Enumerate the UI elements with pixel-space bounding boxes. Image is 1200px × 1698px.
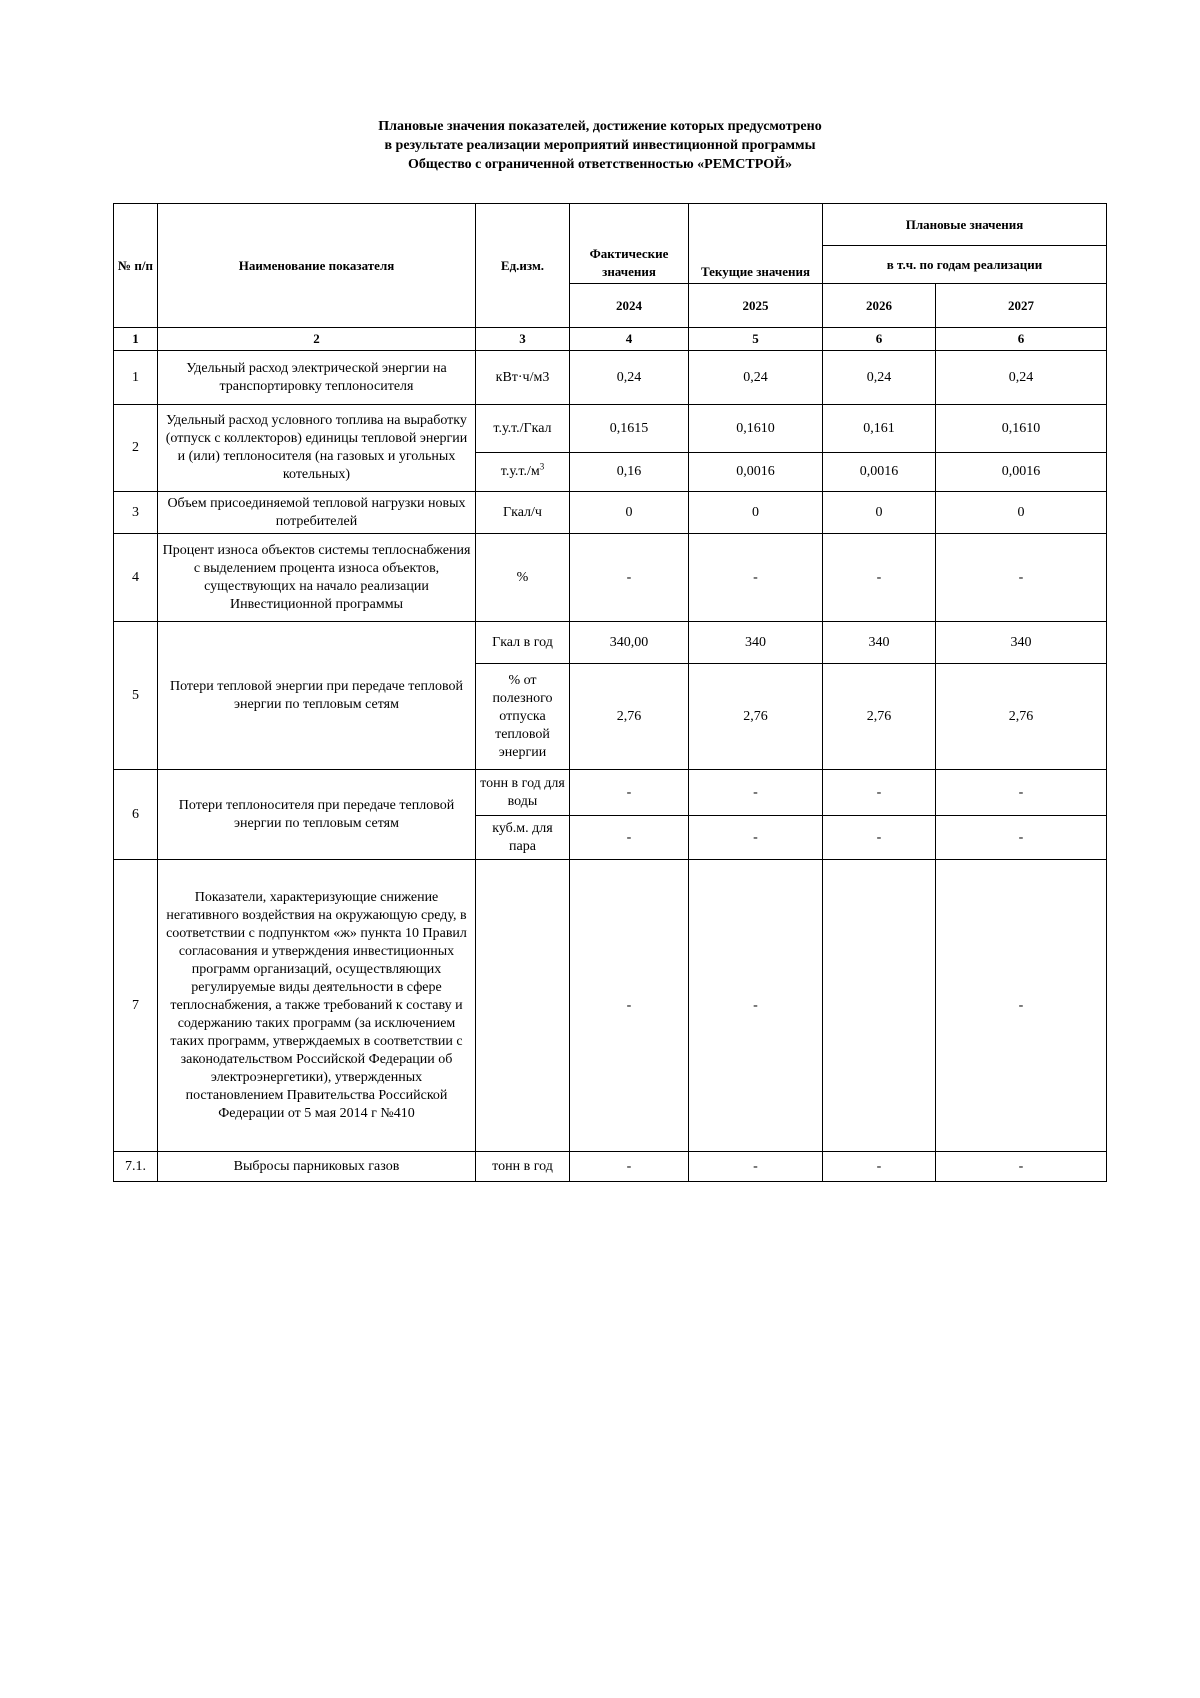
row-name: Процент износа объектов системы теплоснабжения с выделением процента износа объектов, существующих на начало реализации Инвестиционной программы [158, 534, 476, 622]
row-value [823, 860, 936, 1152]
row-value: 0 [936, 492, 1107, 534]
table-row [114, 351, 1107, 405]
row-value: 0 [570, 492, 689, 534]
header-year: 2024 [570, 284, 689, 328]
row-value: 0,1615 [570, 405, 689, 453]
row-value: - [689, 534, 823, 622]
table-row [114, 534, 1107, 622]
row-num: 7 [114, 860, 158, 1152]
row-value: 2,76 [823, 664, 936, 770]
row-value: 340 [689, 622, 823, 664]
row-unit: куб.м. для пара [476, 816, 570, 860]
row-unit: $т.у.т./м^3$ [476, 453, 570, 492]
table-row [114, 1152, 1107, 1182]
row-value: - [570, 816, 689, 860]
row-value: 2,76 [689, 664, 823, 770]
row-num: 1 [114, 351, 158, 405]
row-value: 2,76 [570, 664, 689, 770]
row-num: 4 [114, 534, 158, 622]
row-num: 2 [114, 405, 158, 492]
col-number: 1 [114, 328, 158, 351]
row-value: - [570, 770, 689, 816]
row-value: 0,24 [936, 351, 1107, 405]
header-actual: Фактические значения [570, 204, 689, 284]
row-value: - [823, 534, 936, 622]
title-line-1: Плановые значения показателей, достижение которых предусмотрено [378, 119, 822, 134]
row-value: 0 [689, 492, 823, 534]
row-value: 0 [823, 492, 936, 534]
header-by-years: в т.ч. по годам реализации [823, 246, 1107, 284]
row-value: 0,0016 [823, 453, 936, 492]
table-row [114, 492, 1107, 534]
header-year: 2026 [823, 284, 936, 328]
row-value: - [823, 770, 936, 816]
row-value: 0,0016 [689, 453, 823, 492]
row-value: - [936, 1152, 1107, 1182]
row-value: - [936, 816, 1107, 860]
row-value: - [936, 534, 1107, 622]
row-value: - [689, 816, 823, 860]
row-unit: Гкал в год [476, 622, 570, 664]
col-number: 6 [936, 328, 1107, 351]
row-value: 2,76 [936, 664, 1107, 770]
table-row [114, 622, 1107, 664]
col-number: 3 [476, 328, 570, 351]
header-row [114, 204, 1107, 246]
row-value: - [823, 816, 936, 860]
row-value: 0,1610 [689, 405, 823, 453]
row-num: 3 [114, 492, 158, 534]
row-unit: % [476, 534, 570, 622]
row-name: Выбросы парниковых газов [158, 1152, 476, 1182]
header-unit: Ед.изм. [476, 204, 570, 328]
row-value: 0,16 [570, 453, 689, 492]
header-year: 2025 [689, 284, 823, 328]
table-row [114, 770, 1107, 816]
row-unit: тонн в год для воды [476, 770, 570, 816]
row-unit: % от полезного отпуска тепловой энергии [476, 664, 570, 770]
row-value: 340,00 [570, 622, 689, 664]
row-num: 7.1. [114, 1152, 158, 1182]
row-value: - [689, 770, 823, 816]
row-value: - [689, 1152, 823, 1182]
row-name: Удельный расход условного топлива на выработку (отпуск с коллекторов) единицы тепловой энергии и (или) теплоносителя (на газовых и угольных котельных) [158, 405, 476, 492]
document-title [0, 117, 1200, 174]
row-name: Объем присоединяемой тепловой нагрузки новых потребителей [158, 492, 476, 534]
row-value: - [689, 860, 823, 1152]
row-unit: кВт·ч/м3 [476, 351, 570, 405]
row-value: 340 [823, 622, 936, 664]
row-name: Показатели, характеризующие снижение негативного воздействия на окружающую среду, в соответствии с подпунктом «ж» пункта 10 Правил согласования и утверждения инвестиционных программ организаций, осуществляющих регулируемые виды деятельности в сфере теплоснабжения, а также требований к составу и содержанию таких программ (за исключением таких программ, утверждаемых в соответствии с законодательством Российской Федерации об электроэнергетики), утвержденных постановлением Правительства Российской Федерации от 5 мая 2014 г №410 [158, 860, 476, 1152]
col-number: 2 [158, 328, 476, 351]
table-row [114, 860, 1107, 1152]
row-value: - [936, 860, 1107, 1152]
row-unit: Гкал/ч [476, 492, 570, 534]
col-number: 5 [689, 328, 823, 351]
row-name: Потери тепловой энергии при передаче тепловой энергии по тепловым сетям [158, 622, 476, 770]
row-value: - [570, 534, 689, 622]
table-row [114, 405, 1107, 453]
col-number: 4 [570, 328, 689, 351]
col-number: 6 [823, 328, 936, 351]
row-value: 0,161 [823, 405, 936, 453]
header-name: Наименование показателя [158, 204, 476, 328]
row-value: 0,0016 [936, 453, 1107, 492]
row-num: 6 [114, 770, 158, 860]
row-value: 340 [936, 622, 1107, 664]
row-unit [476, 860, 570, 1152]
row-unit: т.у.т./Гкал [476, 405, 570, 453]
row-num: 5 [114, 622, 158, 770]
title-line-3: Общество с ограниченной ответственностью «РЕМСТРОЙ» [408, 157, 792, 172]
row-value: 0,24 [823, 351, 936, 405]
header-planned: Плановые значения [823, 204, 1107, 246]
column-numbers-row [114, 328, 1107, 351]
row-name: Удельный расход электрической энергии на транспортировку теплоносителя [158, 351, 476, 405]
header-year: 2027 [936, 284, 1107, 328]
header-current: Текущие значения [689, 204, 823, 284]
row-value: - [936, 770, 1107, 816]
row-unit: тонн в год [476, 1152, 570, 1182]
row-value: 0,24 [570, 351, 689, 405]
row-value: 0,1610 [936, 405, 1107, 453]
row-value: - [570, 1152, 689, 1182]
header-num: № п/п [114, 204, 158, 328]
indicators-table [113, 203, 1107, 1182]
title-line-2: в результате реализации мероприятий инвестиционной программы [384, 138, 816, 153]
row-value: 0,24 [689, 351, 823, 405]
row-value: - [823, 1152, 936, 1182]
row-value: - [570, 860, 689, 1152]
row-name: Потери теплоносителя при передаче тепловой энергии по тепловым сетям [158, 770, 476, 860]
